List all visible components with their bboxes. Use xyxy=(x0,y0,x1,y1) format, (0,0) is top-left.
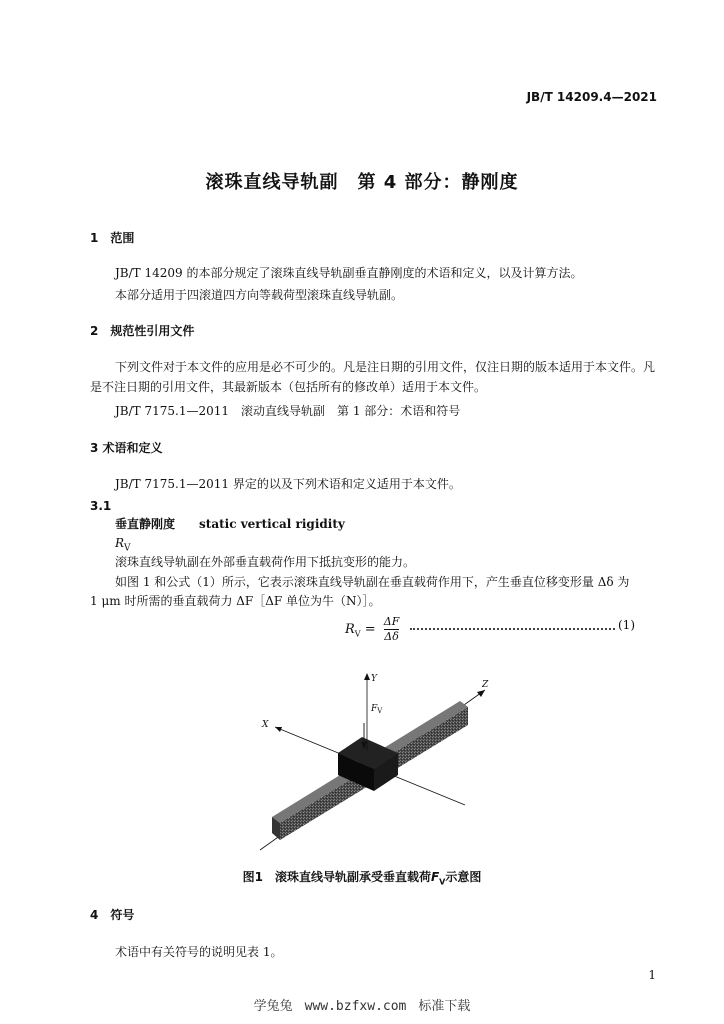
caption-symbol-sub: V xyxy=(439,877,446,887)
figure-1-diagram xyxy=(240,665,510,855)
section-3-heading: 3 术语和定义 xyxy=(90,441,163,455)
x-axis-arrow xyxy=(275,727,282,732)
section-4-para-1: 术语中有关符号的说明见表 1。 xyxy=(115,945,283,959)
term-symbol-sub: V xyxy=(124,543,131,554)
formula-fraction xyxy=(384,615,400,644)
formula-number: (1) xyxy=(618,618,635,632)
footer-site-name: 学兔兔 xyxy=(253,999,293,1014)
clause-number: 3.1 xyxy=(90,499,112,513)
figure-1-caption xyxy=(0,868,724,886)
section-2-para-1: 下列文件对于本文件的应用是必不可少的。凡是注日期的引用文件，仅注日期的版本适用于本文件。凡是不注日期的引用文件，其最新版本（包括所有的修改单）适用于本文件。 xyxy=(90,360,656,394)
footer-watermark xyxy=(0,995,724,1014)
z-axis-arrow xyxy=(477,690,485,697)
force-symbol: F xyxy=(371,704,378,714)
section-2-heading: 2 规范性引用文件 xyxy=(90,324,195,338)
formula-lhs-sub: V xyxy=(354,629,361,639)
force-sub: V xyxy=(377,707,383,715)
y-axis-label: Y xyxy=(371,674,377,684)
term-symbol-letter: R xyxy=(115,536,125,550)
term-definition: 滚珠直线导轨副在外部垂直载荷作用下抵抗变形的能力。 xyxy=(115,555,416,569)
section-1-para-1: JB/T 14209 的本部分规定了滚珠直线导轨副垂直静刚度的术语和定义，以及计算方法。 xyxy=(115,266,583,280)
term-chinese: 垂直静刚度 xyxy=(115,517,176,531)
formula-lhs: R xyxy=(345,622,355,637)
z-axis-label: Z xyxy=(482,680,489,690)
formula-denominator: Δδ xyxy=(384,630,399,643)
footer-url[interactable]: www.bzfxw.com xyxy=(304,999,407,1014)
formula-numerator: ΔF xyxy=(383,615,400,628)
page-number: 1 xyxy=(648,968,656,982)
section-3-para-2-line-2: 1 μm 时所需的垂直载荷力 ΔF［ΔF 单位为牛（N）］。 xyxy=(90,594,381,608)
section-3-para-1: JB/T 7175.1—2011 界定的以及下列术语和定义适用于本文件。 xyxy=(115,477,461,491)
section-3-para-2-line-1: 如图 1 和公式（1）所示，它表示滚珠直线导轨副在垂直载荷作用下，产生垂直位移变形量 Δδ 为 xyxy=(115,575,630,589)
x-axis-label: X xyxy=(262,720,269,730)
standard-number: JB/T 14209.4—2021 xyxy=(526,90,657,104)
footer-tagline: 标准下载 xyxy=(418,999,471,1014)
caption-prefix: 图1 滚珠直线导轨副承受垂直载荷 xyxy=(242,870,431,884)
formula-equals: = xyxy=(364,622,376,637)
section-1-para-2: 本部分适用于四滚道四方向等载荷型滚珠直线导轨副。 xyxy=(115,288,404,302)
section-1-heading: 1 范围 xyxy=(90,231,135,245)
formula-1 xyxy=(345,615,403,644)
y-axis-arrow xyxy=(364,673,370,680)
formula-leader-dots xyxy=(410,618,615,630)
force-label xyxy=(370,704,383,715)
term-english: static vertical rigidity xyxy=(199,517,345,531)
caption-suffix: 示意图 xyxy=(445,870,482,884)
term-entry xyxy=(115,514,345,534)
section-4-heading: 4 符号 xyxy=(90,908,135,922)
document-title: 滚珠直线导轨副 第 4 部分：静刚度 xyxy=(205,172,519,193)
section-2-reference: JB/T 7175.1—2011 滚动直线导轨副 第 1 部分：术语和符号 xyxy=(115,404,461,418)
caption-symbol: F xyxy=(430,870,440,884)
